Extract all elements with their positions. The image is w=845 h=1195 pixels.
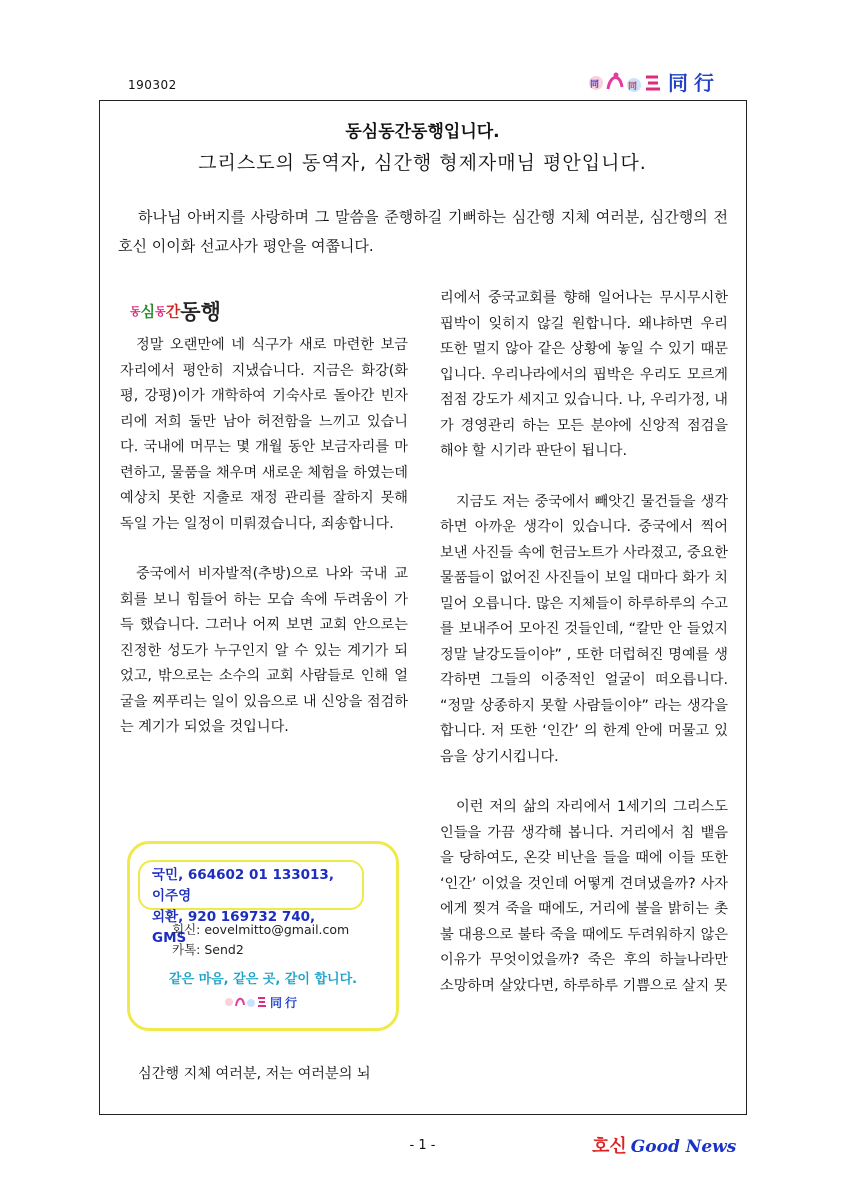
page-number: - 1 -: [409, 1138, 436, 1153]
bank-account-2: 외환, 920 169732 740, GMS: [152, 909, 316, 946]
svg-text:同: 同: [270, 996, 283, 1010]
tongsim-logo: [582, 65, 727, 97]
intro-text: 하나님 아버지를 사랑하며 그 말씀을 준행하길 기뻐하는 심간행 지체 여러분, 심간행의 전호신 이이화 선교사가 평안을 여쭙니다.: [118, 208, 728, 255]
section-prefix-2: 심: [140, 302, 156, 321]
left-bottom-text: 심간행 지체 여러분, 저는 여러분의 뇌: [138, 1066, 371, 1082]
section-title: 동행: [180, 300, 221, 324]
donation-info-box: [127, 841, 399, 1031]
kakao-contact: 카톡: Send2: [172, 942, 244, 957]
right-column: [440, 286, 728, 999]
section-prefix-1: 동: [130, 305, 141, 318]
section-heading: [130, 296, 290, 330]
document-date: 190302: [128, 78, 177, 92]
section-prefix-4: 간: [165, 302, 181, 321]
title-line-2: 그리스도의 동역자, 심간행 형제자매님 평안입니다.: [198, 152, 647, 174]
svg-text:行: 行: [694, 71, 714, 95]
contact-info: [172, 920, 349, 960]
bank-account-1: 국민, 664602 01 133013, 이주영: [152, 867, 334, 904]
left-paragraph-2: 중국에서 비자발적(추방)으로 나와 국내 교회를 보니 힘들어 하는 모습 속에 두려움이 가득 했습니다. 그러나 어찌 보면 교회 안으로는 진정한 성도가 누구인지 알 수 있는 계기가 되었고, 밖으로는 소수의 교회 사람들로 인해 얼굴을 찌푸리는 일이 있음으로 내 신앙을 점검하는 계기가 되었을 것입니다.: [120, 566, 408, 735]
svg-text:同: 同: [668, 71, 688, 95]
right-paragraph-3: 이런 저의 삶의 자리에서 1세기의 그리스도인들을 가끔 생각해 봅니다. 거리에서 침 뱉음을 당하여도, 온갖 비난을 들을 때에 이들 또한 ‘인간’ 이었을 것인데 어떻게 견뎌냈을까? 사자에게 찢겨 죽을 때에도, 거리에 불을 밝히는 촛불 대용으로 불타 죽을 때에도 두려워하지 않은 이유가 무엇이었을까? 죽은 후의 하늘나라만 소망하며 살았다면, 하루하루 기쁨으로 살지 못: [440, 799, 728, 994]
email-contact[interactable]: 회신: eovelmitto@gmail.com: [172, 922, 350, 937]
title-line-1: 동심동간동행입니다.: [345, 122, 500, 142]
brand-english: Good News: [630, 1137, 737, 1157]
motto-text: 같은 마음, 같은 곳, 같이 합니다.: [168, 972, 358, 987]
section-prefix-3: 동: [155, 305, 166, 318]
left-column: [120, 333, 408, 741]
left-bottom-line: [122, 1062, 410, 1088]
intro-paragraph: [118, 203, 728, 261]
svg-text:同: 同: [590, 80, 600, 90]
right-paragraph-1: 리에서 중국교회를 향해 일어나는 무시무시한 핍박이 잊히지 않길 원합니다. 왜냐하면 우리 또한 멀지 않아 같은 상황에 놓일 수 있기 때문입니다. 우리나라에서의 핍박은 우리도 모르게 점점 강도가 세지고 있습니다. 나, 우리가정, 내가 경영관리 하는 모든 분야에 신앙적 점검을 해야 할 시기라 판단이 됩니다.: [440, 290, 728, 459]
footer-brand: [592, 1132, 736, 1158]
svg-text:行: 行: [285, 996, 298, 1010]
right-paragraph-2: 지금도 저는 중국에서 빼앗긴 물건들을 생각하면 아까운 생각이 있습니다. 중국에서 찍어 보낸 사진들 속에 헌금노트가 사라졌고, 중요한 물품들이 없어진 사진들이 보일 대마다 화가 치밀어 오릅니다. 많은 지체들이 하루하루의 수고를 보내주어 모아진 것들인데, “칼만 안 들었지 정말 날강도들이야” , 또한 더럽혀진 명예를 생각하면 그들의 이중적인 얼굴이 떠오릅니다. “정말 상종하지 못할 사람들이야” 라는 생각을 합니다. 저 또한 ‘인간’ 의 한계 안에 머물고 있음을 상기시킵니다.: [440, 493, 728, 765]
tongsim-logo-small: [222, 991, 302, 1011]
svg-text:同: 同: [628, 82, 638, 92]
left-paragraph-1: 정말 오랜만에 네 식구가 새로 마련한 보금자리에서 평안히 지냈습니다. 지금은 화강(화평, 강평)이가 개학하여 기숙사로 돌아간 빈자리에 저희 둘만 남아 허전함을 느끼고 있습니다. 국내에 머무는 몇 개월 동안 보금자리를 마련하고, 물품을 채우며 새로운 체험을 하였는데 예상치 못한 지출로 재정 관리를 잘하지 못해 독일 가는 일정이 미뤄졌습니다, 죄송합니다.: [120, 337, 408, 532]
brand-korean: 호신: [592, 1136, 627, 1157]
